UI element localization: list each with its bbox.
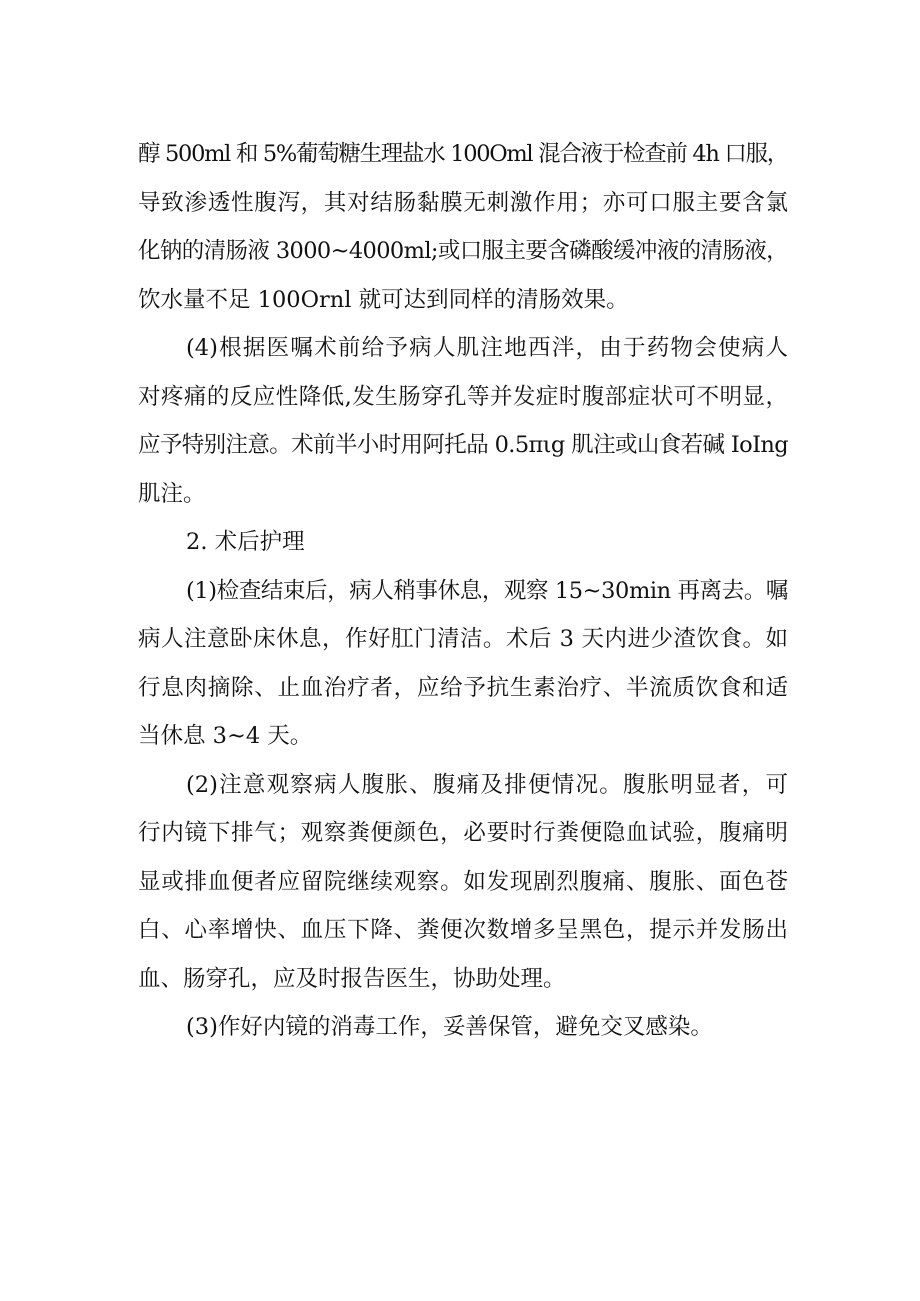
- text-line: 白、心率增快、血压下降、粪便次数增多呈黑色，提示并发肠出: [138, 917, 788, 943]
- text-line: 病人注意卧床休息，作好肛门清洁。术后 3 天内进少渣饮食。如: [138, 626, 788, 652]
- paragraph-preop-medication: [138, 324, 788, 518]
- text-line: 血、肠穿孔，应及时报告医生，协助处理。: [138, 965, 566, 992]
- text-line: 导致渗透性腹泻，其对结肠黏膜无刺激作用；亦可口服主要含氯: [138, 189, 788, 216]
- text-line: (1)检查结束后，病人稍事休息，观察 15~30min 再离去。嘱: [186, 577, 789, 604]
- text-line: 对疼痛的反应性降低,发生肠穿孔等并发症时腹部症状可不明显，: [138, 383, 788, 410]
- text-line: 饮水量不足 100Ornl 就可达到同样的清肠效果。: [138, 286, 629, 313]
- text-line: 醇 500ml 和 5%葡萄糖生理盐水 100Oml 混合液于检查前 4h 口服，: [138, 141, 788, 167]
- section-heading-postop-care: [138, 518, 788, 567]
- text-line: 行息肉摘除、止血治疗者，应给予抗生素治疗、半流质饮食和适: [138, 674, 788, 701]
- text-line: 应予特别注意。术前半小时用阿托品 0.5πιg 肌注或山食若碱 IoIng: [138, 432, 788, 458]
- text-line: 化钠的清肠液 3000~4000ml;或口服主要含磷酸缓冲液的清肠液，: [138, 238, 788, 264]
- text-line: (3)作好内镜的消毒工作，妥善保管，避免交叉感染。: [186, 1014, 713, 1040]
- paragraph-postop-observation: [138, 761, 788, 1004]
- paragraph-endoscope-disinfection: [138, 1003, 788, 1052]
- section-heading: 2. 术后护理: [186, 529, 305, 555]
- text-line: (4)根据医嘱术前给予病人肌注地西泮，由于药物会使病人: [186, 335, 788, 361]
- text-line: (2)注意观察病人腹胀、腹痛及排便情况。腹胀明显者，可: [186, 771, 788, 798]
- paragraph-postop-rest: [138, 567, 788, 761]
- text-line: 显或排血便者应留院继续观察。如发现剧烈腹痛、腹胀、面色苍: [138, 868, 788, 895]
- text-line: 行内镜下排气；观察粪便颜色，必要时行粪便隐血试验，腹痛明: [138, 820, 788, 846]
- paragraph-bowel-prep: [138, 130, 788, 324]
- document-body: [138, 130, 788, 1052]
- text-line: 肌注。: [138, 480, 206, 507]
- text-line: 当休息 3~4 天。: [138, 723, 313, 749]
